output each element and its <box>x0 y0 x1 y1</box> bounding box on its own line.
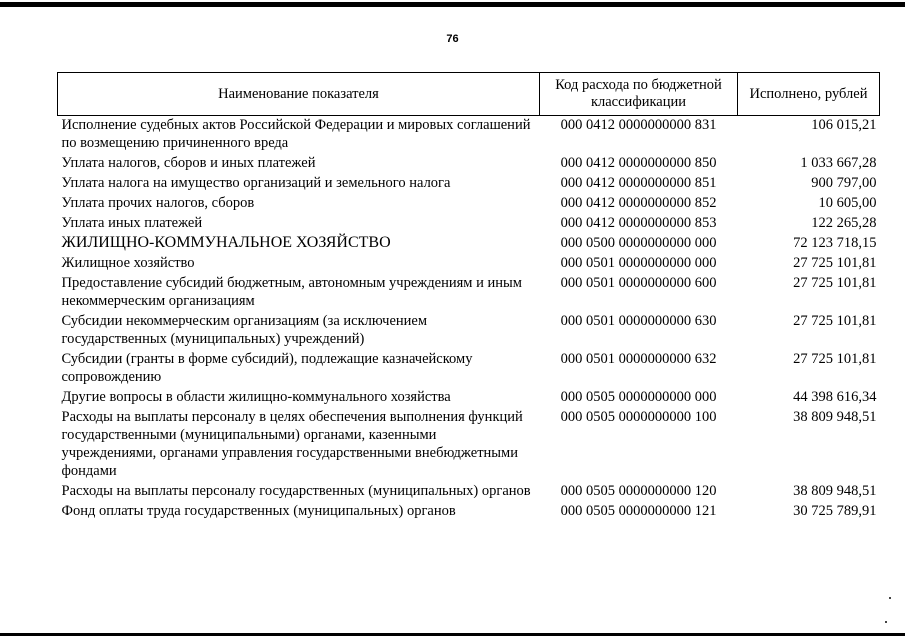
table-row <box>58 194 880 214</box>
table-row <box>58 482 880 502</box>
expenditure-table <box>57 72 880 522</box>
row-amount: 72 123 718,15 <box>793 235 877 251</box>
table-body <box>58 116 880 523</box>
row-name: Уплата налогов, сборов и иных платежей <box>61 155 316 171</box>
row-code: 000 0412 0000000000 852 <box>560 195 717 211</box>
row-amount: 44 398 616,34 <box>793 389 877 405</box>
row-name: Другие вопросы в области жилищно-коммунального хозяйства <box>61 389 451 405</box>
bottom-border-line <box>0 633 905 636</box>
table-header-row <box>58 73 880 116</box>
row-code: 000 0501 0000000000 600 <box>560 275 717 291</box>
table-row <box>58 388 880 408</box>
row-name: Фонд оплаты труда государственных (муниципальных) органов <box>61 503 456 519</box>
header-code: Код расхода по бюджетной классификации <box>540 73 738 116</box>
row-code: 000 0412 0000000000 831 <box>560 117 717 133</box>
row-name: ЖИЛИЩНО-КОММУНАЛЬНОЕ ХОЗЯЙСТВО <box>61 234 391 251</box>
row-name: Уплата прочих налогов, сборов <box>61 195 255 211</box>
row-code: 000 0412 0000000000 850 <box>560 155 717 171</box>
row-name: Субсидии некоммерческим организациям (за исключением государственных (муниципальных) учреждений) <box>61 313 428 347</box>
table-row <box>58 502 880 522</box>
row-name: Субсидии (гранты в форме субсидий), подлежащие казначейскому сопровождению <box>61 351 473 385</box>
table-row <box>58 214 880 234</box>
row-amount: 122 265,28 <box>811 215 877 231</box>
table-row <box>58 312 880 350</box>
row-name: Расходы на выплаты персоналу в целях обеспечения выполнения функций государственными (муниципальными) органами, казенными учреждениями, органами управления государственными внебюджетными фондами <box>61 409 523 479</box>
header-name: Наименование показателя <box>58 73 540 116</box>
row-amount: 30 725 789,91 <box>793 503 877 519</box>
row-amount: 38 809 948,51 <box>793 409 877 425</box>
page-number: 76 <box>446 33 459 45</box>
table-row <box>58 274 880 312</box>
row-amount: 27 725 101,81 <box>793 255 877 271</box>
row-name: Расходы на выплаты персоналу государственных (муниципальных) органов <box>61 483 531 499</box>
table-row <box>58 254 880 274</box>
row-name: Уплата иных платежей <box>61 215 203 231</box>
row-code: 000 0501 0000000000 630 <box>560 313 717 329</box>
header-amount: Исполнено, рублей <box>738 73 880 116</box>
row-code: 000 0412 0000000000 851 <box>560 175 717 191</box>
top-border-line <box>0 2 905 7</box>
row-code: 000 0505 0000000000 121 <box>560 503 717 519</box>
row-amount: 900 797,00 <box>811 175 877 191</box>
scan-artifact <box>885 621 887 623</box>
row-amount: 38 809 948,51 <box>793 483 877 499</box>
row-code: 000 0505 0000000000 100 <box>560 409 717 425</box>
row-code: 000 0412 0000000000 853 <box>560 215 717 231</box>
row-name: Уплата налога на имущество организаций и земельного налога <box>61 175 451 191</box>
row-code: 000 0505 0000000000 000 <box>560 389 717 405</box>
row-code: 000 0501 0000000000 000 <box>560 255 717 271</box>
row-name: Жилищное хозяйство <box>61 255 195 271</box>
row-amount: 27 725 101,81 <box>793 275 877 291</box>
row-amount: 10 605,00 <box>818 195 877 211</box>
scan-artifact <box>889 597 891 599</box>
row-amount: 27 725 101,81 <box>793 313 877 329</box>
row-amount: 106 015,21 <box>811 117 877 133</box>
table-row <box>58 154 880 174</box>
row-code: 000 0500 0000000000 000 <box>560 235 717 251</box>
table-row <box>58 408 880 482</box>
row-amount: 27 725 101,81 <box>793 351 877 367</box>
table-row <box>58 350 880 388</box>
table-row <box>58 174 880 194</box>
row-code: 000 0505 0000000000 120 <box>560 483 717 499</box>
row-amount: 1 033 667,28 <box>800 155 877 171</box>
table-row <box>58 234 880 254</box>
table-row <box>58 116 880 155</box>
row-code: 000 0501 0000000000 632 <box>560 351 717 367</box>
row-name: Исполнение судебных актов Российской Федерации и мировых соглашений по возмещению причиненного вреда <box>61 117 531 151</box>
row-name: Предоставление субсидий бюджетным, автономным учреждениям и иным некоммерческим организациям <box>61 275 522 309</box>
